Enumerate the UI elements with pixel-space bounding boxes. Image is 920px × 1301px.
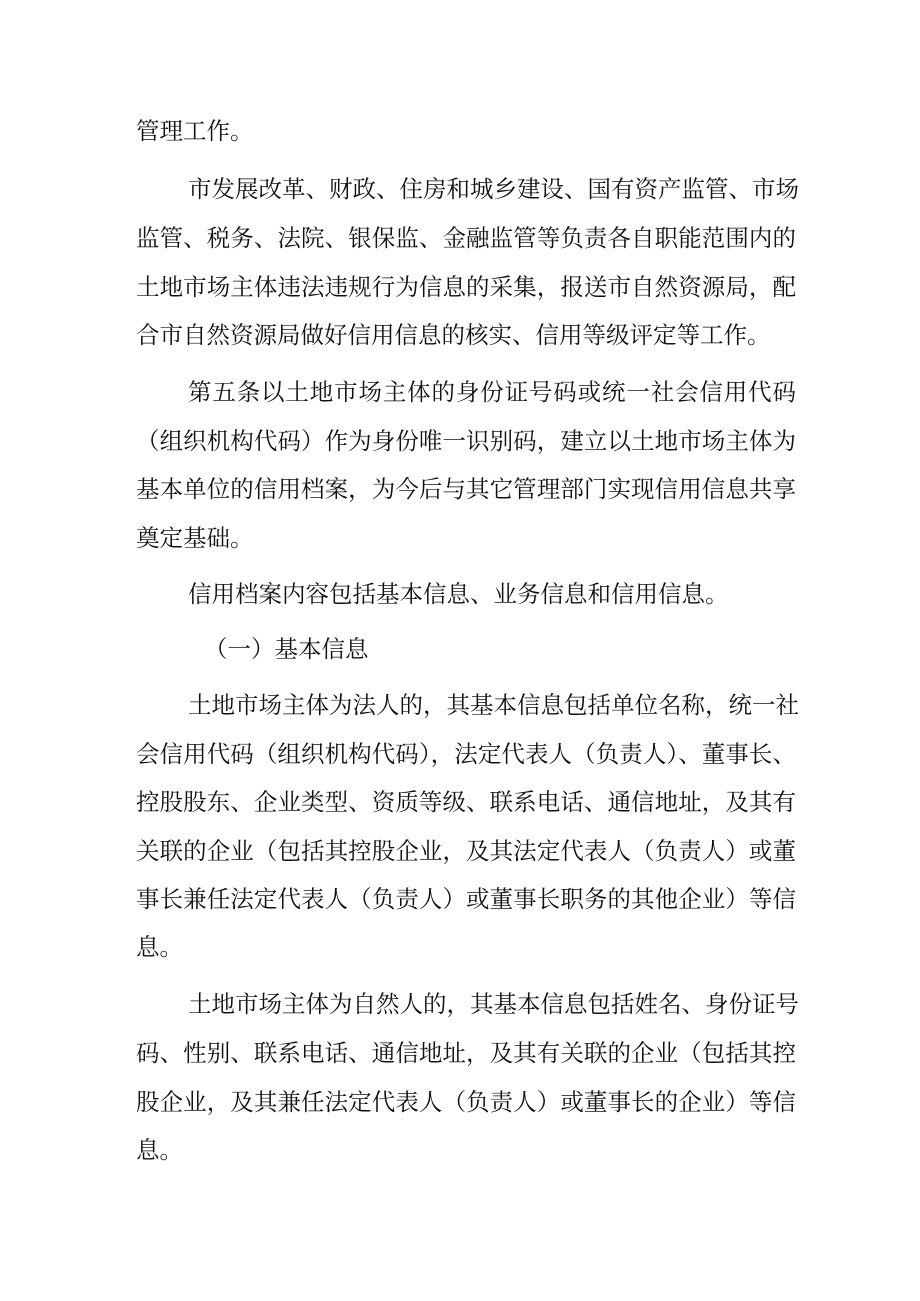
text-line: 奠定基础。 xyxy=(136,524,254,552)
text-line: 第五条以土地市场主体的身份证号码或统一社会信用代码 xyxy=(188,378,796,406)
text-line: 事长兼任法定代表人（负责人）或董事长职务的其他企业）等信 xyxy=(136,885,796,913)
section-heading: （一）基本信息 xyxy=(204,635,369,663)
text-line: 息。 xyxy=(136,933,183,961)
text-line: 基本单位的信用档案，为今后与其它管理部门实现信用信息共享 xyxy=(136,475,796,503)
text-line: 会信用代码（组织机构代码），法定代表人（负责人）、董事长、 xyxy=(136,740,796,768)
text-line: 土地市场主体为法人的，其基本信息包括单位名称，统一社 xyxy=(188,691,799,719)
text-line: 信用档案内容包括基本信息、业务信息和信用信息。 xyxy=(188,580,729,608)
text-line: 管理工作。 xyxy=(136,117,254,145)
text-line: 市发展改革、财政、住房和城乡建设、国有资产监管、市场 xyxy=(188,175,799,203)
text-line: 码、性别、联系电话、通信地址，及其有关联的企业（包括其控 xyxy=(136,1039,796,1067)
text-line: 土地市场主体为自然人的，其基本信息包括姓名、身份证号 xyxy=(188,990,799,1018)
text-line: 关联的企业（包括其控股企业，及其法定代表人（负责人）或董 xyxy=(136,837,796,865)
text-line: 息。 xyxy=(136,1136,183,1164)
text-line: 监管、税务、法院、银保监、金融监管等负责各自职能范围内的 xyxy=(136,224,796,252)
text-line: （组织机构代码）作为身份唯一识别码，建立以土地市场主体为 xyxy=(136,427,796,455)
text-line: 合市自然资源局做好信用信息的核实、信用等级评定等工作。 xyxy=(136,321,771,349)
text-line: 股企业，及其兼任法定代表人（负责人）或董事长的企业）等信 xyxy=(136,1088,796,1116)
text-line: 土地市场主体违法违规行为信息的采集，报送市自然资源局，配 xyxy=(136,273,796,301)
text-line: 控股股东、企业类型、资质等级、联系电话、通信地址，及其有 xyxy=(136,788,796,816)
